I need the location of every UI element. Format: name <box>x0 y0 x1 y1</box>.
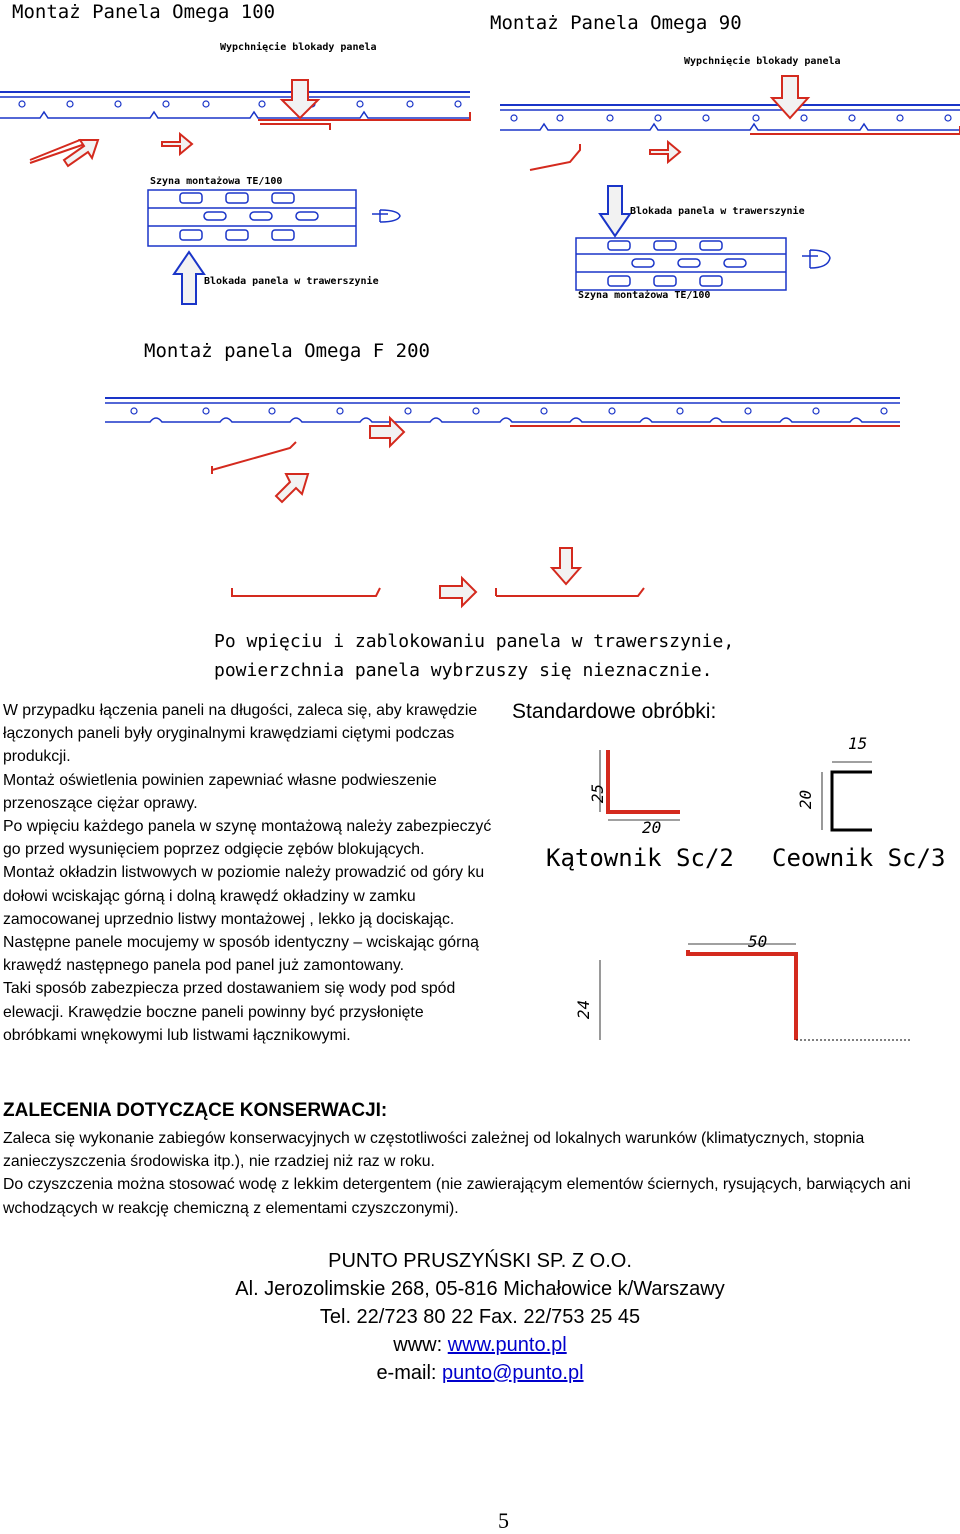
email-link[interactable]: punto@punto.pl <box>442 1362 584 1384</box>
katownik-name: Kątownik Sc/2 <box>546 844 734 872</box>
www-label: www: <box>393 1334 443 1356</box>
katownik-dim-height: 25 <box>588 783 608 804</box>
ceownik-dim-height: 20 <box>796 789 816 810</box>
maintenance-heading: ZALECENIA DOTYCZĄCE KONSERWACJI: <box>3 1100 388 1121</box>
instructions-block <box>3 699 493 1047</box>
instruction-paragraph: Montaż oświetlenia powinien zapewniać własne podwieszenie przenoszące ciężar oprawy. <box>3 771 437 812</box>
profiles-drawings <box>560 740 960 1060</box>
profiles-heading: Standardowe obróbki: <box>512 700 717 723</box>
f200-note-line2: powierzchnia panela wybrzuszy się nieznacznie. <box>214 660 713 681</box>
maintenance-paragraph-1: Zaleca się wykonanie zabiegów konserwacyjnych w częstotliwości zależnej od lokalnych warunków (klimatycznych, stopnia zanieczyszczenia środowiska itp.), nie rzadziej niż raz w roku. <box>3 1130 865 1171</box>
maintenance-block <box>3 1127 958 1220</box>
page-number: 5 <box>498 1508 509 1533</box>
f200-note-line1: Po wpięciu i zablokowaniu panela w trawerszynie, <box>214 631 735 652</box>
instruction-paragraph: Taki sposób zabezpiecza przed dostawaniem się wody pod spód elewacji. Krawędzie boczne paneli powinny być przysłonięte obróbkami wnękowymi lub listwami łącznikowymi. <box>3 980 456 1044</box>
z-profile-dim-width: 50 <box>748 932 768 951</box>
omega100-unlock-label: Wypchnięcie blokady panela <box>220 42 377 53</box>
z-profile-dim-height: 24 <box>574 999 594 1020</box>
omega90-diagram <box>480 0 960 320</box>
company-phones: Tel. 22/723 80 22 Fax. 22/753 25 45 <box>319 1306 641 1328</box>
omega100-title: Montaż Panela Omega 100 <box>12 1 276 23</box>
instruction-paragraph: Następne panele mocujemy w sposób identyczny – wciskając górną krawędź następnego panela pod panel już zamontowany. <box>3 934 479 975</box>
omega90-rail-label: Szyna montażowa TE/100 <box>578 290 711 301</box>
omega90-unlock-label: Wypchnięcie blokady panela <box>684 56 841 67</box>
omega90-lock-label: Blokada panela w trawerszynie <box>630 206 805 217</box>
www-link[interactable]: www.punto.pl <box>447 1334 567 1356</box>
ceownik-name: Ceownik Sc/3 <box>772 844 946 872</box>
omega90-title: Montaż Panela Omega 90 <box>490 12 742 34</box>
company-www <box>0 1331 960 1359</box>
instruction-paragraph: Montaż okładzin listwowych w poziomie należy prowadzić od góry ku dołowi wciskając górną i dolną krawędź okładziny w zamku zamocowanej uprzednio listwy montażowej , lekko ją dociskając. <box>3 864 485 928</box>
omega100-rail-label: Szyna montażowa TE/100 <box>150 176 283 187</box>
instruction-paragraph: Po wpięciu każdego panela w szynę montażową należy zabezpieczyć go przed wysunięciem poprzez odgięcie zębów blokujących. <box>3 818 492 859</box>
company-name: PUNTO PRUSZYŃSKI SP. Z O.O. <box>328 1250 632 1272</box>
company-block <box>0 1247 960 1387</box>
katownik-dim-width: 20 <box>642 818 662 837</box>
company-address: Al. Jerozolimskie 268, 05-816 Michałowice k/Warszawy <box>235 1278 725 1300</box>
instruction-paragraph: W przypadku łączenia paneli na długości, zaleca się, aby krawędzie łączonych paneli były oryginalnymi krawędziami ciętymi podczas produkcji. <box>3 702 478 766</box>
email-label: e-mail: <box>376 1362 437 1384</box>
f200-title: Montaż panela Omega F 200 <box>144 340 430 362</box>
omega100-lock-label: Blokada panela w trawerszynie <box>204 276 379 287</box>
maintenance-paragraph-2: Do czyszczenia można stosować wodę z lekkim detergentem (nie zawierającym elementów ściernych, rysujących, barwiących ani wchodzących w reakcję chemiczną z elementami czyszczonymi). <box>3 1176 911 1217</box>
f200-diagram <box>0 380 960 640</box>
omega100-diagram <box>0 0 480 320</box>
ceownik-dim-width: 15 <box>848 734 868 753</box>
company-email <box>0 1359 960 1387</box>
